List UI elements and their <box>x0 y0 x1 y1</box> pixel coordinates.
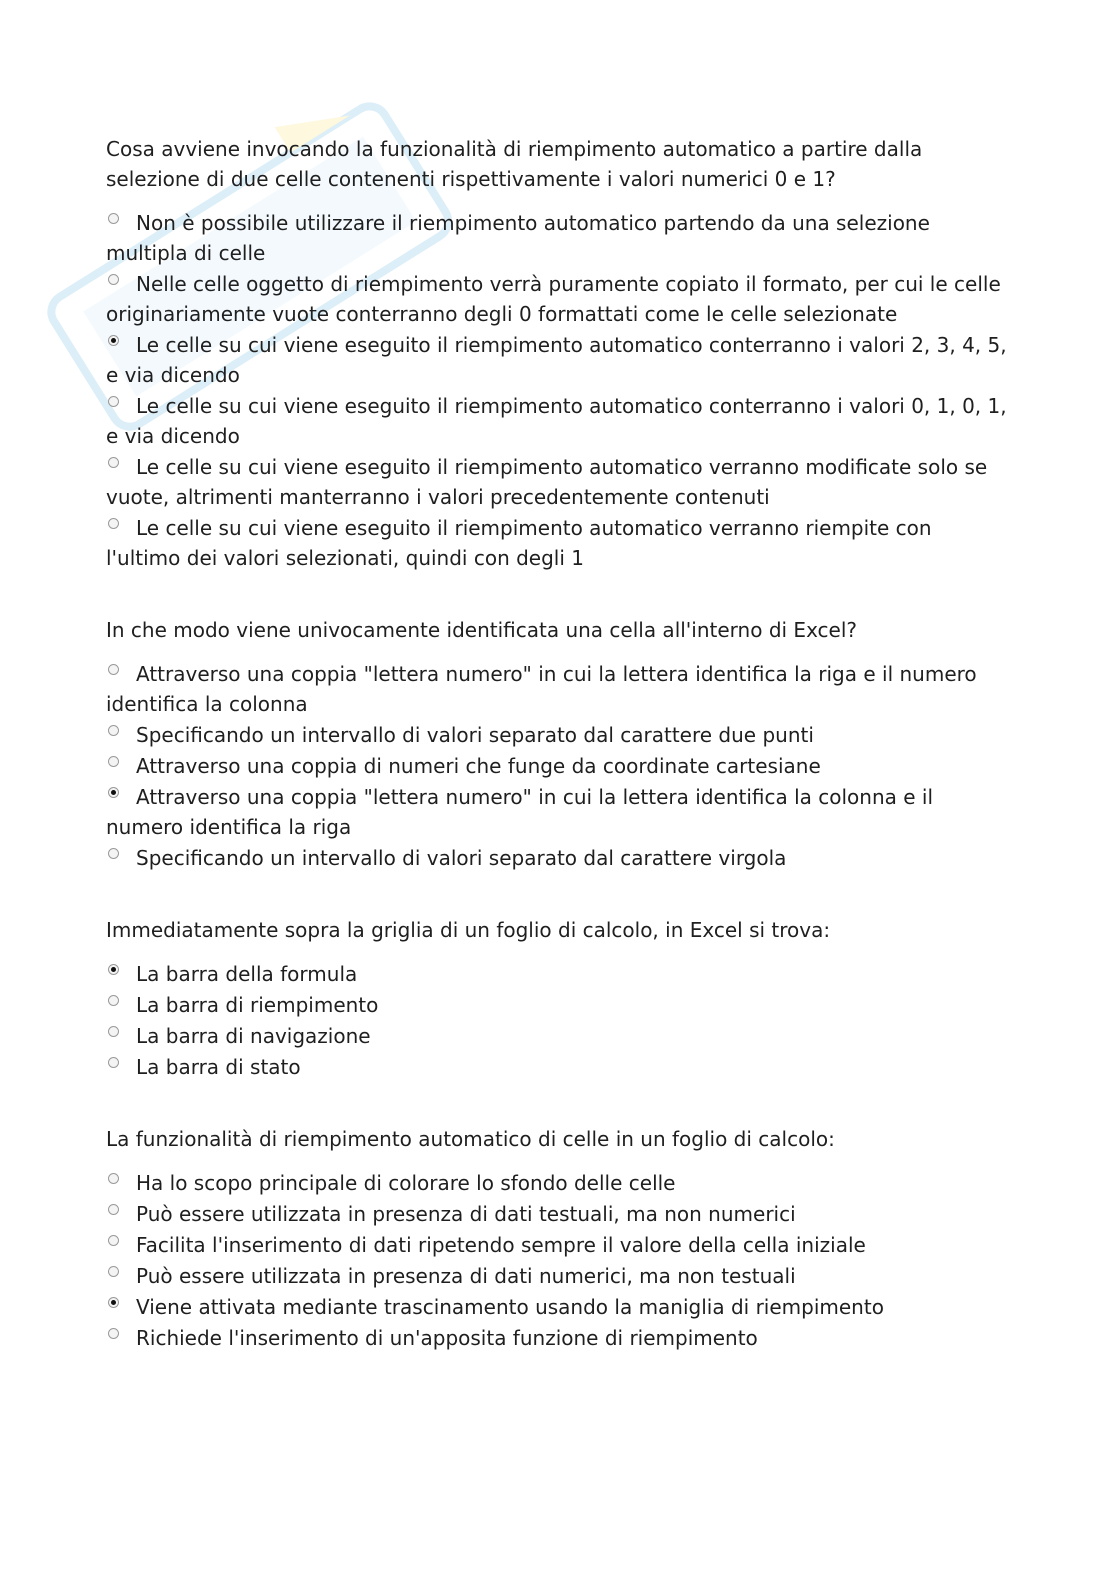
radio-unchecked-icon[interactable] <box>108 664 119 675</box>
answer-option[interactable] <box>106 751 1011 781</box>
radio-unchecked-icon[interactable] <box>108 1266 119 1277</box>
answer-option[interactable] <box>106 1052 1011 1082</box>
answer-option[interactable] <box>106 1292 1011 1322</box>
answer-option-label: Le celle su cui viene eseguito il riempimento automatico verranno riempite con l'ultimo dei valori selezionati, quindi con degli 1 <box>106 516 932 570</box>
answer-option[interactable] <box>106 1021 1011 1051</box>
question-text: In che modo viene univocamente identificata una cella all'interno di Excel? <box>106 618 858 642</box>
radio-checked-icon[interactable] <box>108 1297 119 1308</box>
question-text: La funzionalità di riempimento automatico di celle in un foglio di calcolo: <box>106 1127 835 1151</box>
question-block <box>106 134 1011 573</box>
radio-unchecked-icon[interactable] <box>108 1328 119 1339</box>
radio-unchecked-icon[interactable] <box>108 213 119 224</box>
question-block <box>106 915 1011 1082</box>
radio-checked-icon[interactable] <box>108 335 119 346</box>
radio-unchecked-icon[interactable] <box>108 457 119 468</box>
answer-option[interactable] <box>106 1199 1011 1229</box>
answer-option-label: Attraverso una coppia "lettera numero" in cui la lettera identifica la colonna e il numero identifica la riga <box>106 785 934 839</box>
radio-unchecked-icon[interactable] <box>108 518 119 529</box>
answer-option[interactable] <box>106 1230 1011 1260</box>
answer-option-label: Specificando un intervallo di valori separato dal carattere due punti <box>136 723 814 747</box>
radio-unchecked-icon[interactable] <box>108 1026 119 1037</box>
radio-unchecked-icon[interactable] <box>108 274 119 285</box>
answer-option[interactable] <box>106 843 1011 873</box>
answer-option-label: Le celle su cui viene eseguito il riempimento automatico conterranno i valori 0, 1, 0, 1, e via dicendo <box>106 394 1007 448</box>
answer-option[interactable] <box>106 1323 1011 1353</box>
answer-option-label: Le celle su cui viene eseguito il riempimento automatico conterranno i valori 2, 3, 4, 5, e via dicendo <box>106 333 1007 387</box>
answer-option-label: La barra di stato <box>136 1055 301 1079</box>
answer-option-label: Le celle su cui viene eseguito il riempimento automatico verranno modificate solo se vuote, altrimenti manterranno i valori precedentemente contenuti <box>106 455 988 509</box>
answer-option[interactable] <box>106 330 1011 390</box>
radio-unchecked-icon[interactable] <box>108 756 119 767</box>
answer-option[interactable] <box>106 1168 1011 1198</box>
answer-option[interactable] <box>106 452 1011 512</box>
radio-unchecked-icon[interactable] <box>108 1057 119 1068</box>
radio-unchecked-icon[interactable] <box>108 1235 119 1246</box>
answer-option-label: La barra di navigazione <box>136 1024 371 1048</box>
answer-option-label: Nelle celle oggetto di riempimento verrà puramente copiato il formato, per cui le celle originariamente vuote conterranno degli 0 formattati come le celle selezionate <box>106 272 1001 326</box>
radio-unchecked-icon[interactable] <box>108 995 119 1006</box>
question-block <box>106 1124 1011 1353</box>
radio-unchecked-icon[interactable] <box>108 725 119 736</box>
answer-option-label: Non è possibile utilizzare il riempimento automatico partendo da una selezione multipla di celle <box>106 211 930 265</box>
answer-option[interactable] <box>106 269 1011 329</box>
answer-option-label: Viene attivata mediante trascinamento usando la maniglia di riempimento <box>136 1295 884 1319</box>
radio-unchecked-icon[interactable] <box>108 1204 119 1215</box>
answer-option[interactable] <box>106 1261 1011 1291</box>
answer-option[interactable] <box>106 208 1011 268</box>
answer-option[interactable] <box>106 959 1011 989</box>
answer-option[interactable] <box>106 391 1011 451</box>
radio-unchecked-icon[interactable] <box>108 1173 119 1184</box>
answer-option[interactable] <box>106 782 1011 842</box>
radio-unchecked-icon[interactable] <box>108 396 119 407</box>
answer-option[interactable] <box>106 513 1011 573</box>
answer-option[interactable] <box>106 990 1011 1020</box>
answer-option[interactable] <box>106 720 1011 750</box>
radio-checked-icon[interactable] <box>108 964 119 975</box>
answer-option-label: La barra della formula <box>136 962 358 986</box>
question-block <box>106 615 1011 873</box>
answer-option-label: Ha lo scopo principale di colorare lo sfondo delle celle <box>136 1171 676 1195</box>
radio-unchecked-icon[interactable] <box>108 848 119 859</box>
answer-option-label: Può essere utilizzata in presenza di dati testuali, ma non numerici <box>136 1202 796 1226</box>
answer-option-label: Attraverso una coppia di numeri che funge da coordinate cartesiane <box>136 754 821 778</box>
answer-option-label: Richiede l'inserimento di un'apposita funzione di riempimento <box>136 1326 758 1350</box>
answer-option[interactable] <box>106 659 1011 719</box>
answer-option-label: Può essere utilizzata in presenza di dati numerici, ma non testuali <box>136 1264 796 1288</box>
question-text: Immediatamente sopra la griglia di un foglio di calcolo, in Excel si trova: <box>106 918 831 942</box>
radio-checked-icon[interactable] <box>108 787 119 798</box>
answer-option-label: Facilita l'inserimento di dati ripetendo sempre il valore della cella iniziale <box>136 1233 866 1257</box>
answer-option-label: Specificando un intervallo di valori separato dal carattere virgola <box>136 846 787 870</box>
document-body <box>106 134 1011 1395</box>
question-text: Cosa avviene invocando la funzionalità di riempimento automatico a partire dalla selezione di due celle contenenti rispettivamente i valori numerici 0 e 1? <box>106 137 923 191</box>
answer-option-label: La barra di riempimento <box>136 993 379 1017</box>
answer-option-label: Attraverso una coppia "lettera numero" in cui la lettera identifica la riga e il numero identifica la colonna <box>106 662 977 716</box>
